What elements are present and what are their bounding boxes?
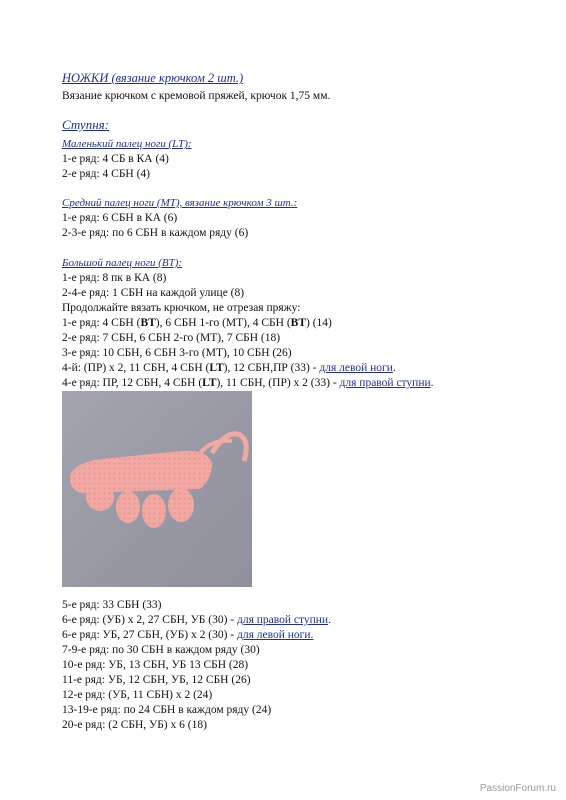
row-20: 20-е ряд: (2 СБН, УБ) x 6 (18) <box>62 719 207 731</box>
site-watermark: PassionForum.ru <box>479 783 556 794</box>
row-6-right: 6-е ряд: (УБ) x 2, 27 СБН, УБ (30) - для правой ступни. <box>62 614 331 626</box>
link-left-foot-row6[interactable]: для левой ноги. <box>237 629 314 641</box>
small-toe-row-2: 2-е ряд: 4 СБН (4) <box>62 168 151 180</box>
link-right-foot[interactable]: для правой ступни <box>339 377 431 389</box>
join-row-1: 1-е ряд: 4 СБН (BT), 6 СБН 1-го (MT), 4 СБН (BT) (14) <box>62 317 332 329</box>
join-row-4-right: 4-е ряд: ПР, 12 СБН, 4 СБН (LT), 11 СБН, (ПР) x 2 (33) - для правой ступни. <box>62 377 434 389</box>
small-toe-row-1: 1-е ряд: 4 СБ в КА (4) <box>62 153 169 165</box>
row-10: 10-е ряд: УБ, 13 СБН, УБ 13 СБН (28) <box>62 659 249 671</box>
join-row-2: 2-е ряд: 7 СБН, 6 СБН 2-го (MT), 7 СБН (18) <box>62 332 281 344</box>
big-toe-row-1: 1-е ряд: 8 пк в КА (8) <box>62 272 167 284</box>
row-7-9: 7-9-е ряд: по 30 СБН в каждом ряду (30) <box>62 644 260 656</box>
crochet-foot-photo <box>62 391 252 587</box>
row-11: 11-е ряд: УБ, 12 СБН, УБ, 12 СБН (26) <box>62 674 251 686</box>
big-toe-heading: Большой палец ноги (BT): <box>62 257 183 269</box>
middle-toe-row-1: 1-е ряд: 6 СБН в КА (6) <box>62 212 178 224</box>
big-toe-row-2-4: 2-4-е ряд: 1 СБН на каждой улице (8) <box>62 287 245 299</box>
join-row-3: 3-е ряд: 10 СБН, 6 СБН 3-го (MT), 10 СБН (26) <box>62 347 292 359</box>
middle-toe-row-2: 2-3-е ряд: по 6 СБН в каждом ряду (6) <box>62 227 249 239</box>
intro-text: Вязание крючком с кремовой пряжей, крючок 1,75 мм. <box>62 90 331 102</box>
row-13-19: 13-19-е ряд: по 24 СБН в каждом ряду (24) <box>62 704 272 716</box>
continue-note: Продолжайте вязать крючком, не отрезая пряжу: <box>62 302 301 314</box>
middle-toe-heading: Средний палец ноги (MT), вязание крючком 3 шт.: <box>62 197 298 209</box>
small-toe-heading: Маленький палец ноги (LT): <box>62 138 192 150</box>
row-6-left: 6-е ряд: УБ, 27 СБН, (УБ) x 2 (30) - для левой ноги. <box>62 629 314 641</box>
link-left-foot[interactable]: для левой ноги <box>319 362 393 374</box>
row-5: 5-е ряд: 33 СБН (33) <box>62 599 162 611</box>
link-right-foot-row6[interactable]: для правой ступни <box>237 614 329 626</box>
pattern-title: НОЖКИ (вязание крючком 2 шт.) <box>62 71 244 85</box>
row-12: 12-е ряд: (УБ, 11 СБН) x 2 (24) <box>62 689 213 701</box>
section-heading-foot: Ступня: <box>62 117 110 132</box>
join-row-4-left: 4-й: (ПР) x 2, 11 СБН, 4 СБН (LT), 12 СБН,ПР (33) - для левой ноги. <box>62 362 396 374</box>
